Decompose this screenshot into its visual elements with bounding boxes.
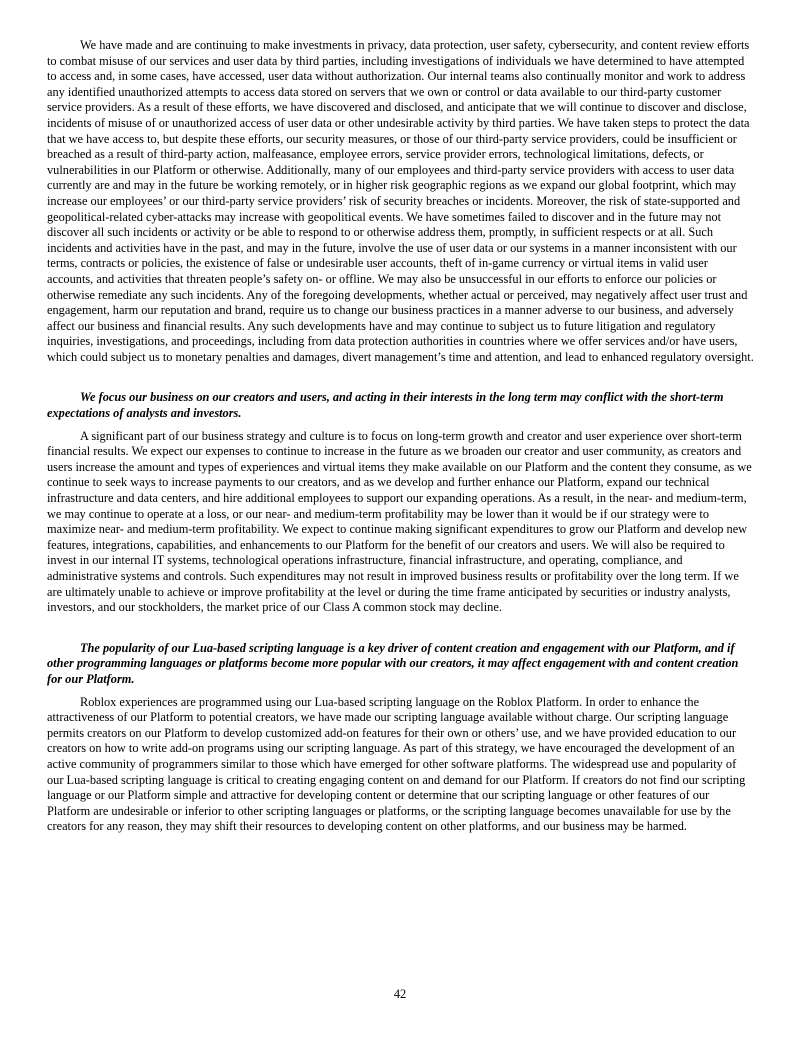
document-body <box>47 38 754 835</box>
section-spacer <box>47 616 754 641</box>
section-spacer <box>47 365 754 390</box>
heading-spacer <box>47 688 754 695</box>
risk-heading-long-term-focus: We focus our business on our creators and users, and acting in their interests in the long term may conflict with the short-term expectations of analysts and investors. <box>47 390 724 421</box>
paragraph-lua-scripting: Roblox experiences are programmed using our Lua-based scripting language on the Roblox Platform. In order to enhance the attractiveness of our Platform to potential creators, we have made our scripting language available without charge. Our scripting language permits creators on our Platform to develop customized add-on features for their own or others’ use, and we have provided education to our creators on how to write add-on programs using our scripting language. As part of this strategy, we have encouraged the development of an active community of programmers similar to those which have emerged for other software platforms. The widespread use and popularity of our Lua-based scripting language is critical to creating engaging content on and demand for our Platform. If creators do not find our scripting language or our Platform simple and attractive for developing content or determine that our scripting language or other features of our Platform are undesirable or inferior to other scripting languages or platforms, or the scripting language becomes unavailable for use by the creators for any reason, they may shift their resources to developing content on other platforms, and our business may be harmed. <box>47 694 746 834</box>
heading-spacer <box>47 422 754 429</box>
page-number: 42 <box>393 987 407 1001</box>
paragraph-long-term-focus: A significant part of our business strategy and culture is to focus on long-term growth and creator and user experience over short-term financial results. We expect our expenses to continue to increase in the future as we broaden our creator and user community, as creators and users increase the amount and types of experiences and virtual items they make available on our Platform and the content they consume, as we continue to seek ways to increase payments to our creators, and as we develop and further enhance our Platform, expand our technical infrastructure and data centers, and hire additional employees to support our expanding operations. As a result, in the near- and medium-term, we may continue to operate at a loss, or our near- and medium-term profitability may be lower than it would be if our strategy were to maximize near- and medium-term profitability. We expect to continue making significant expenditures to grow our Platform and develop new features, integrations, capabilities, and enhancements to our Platform for the benefit of our creators and users. We will also be required to invest in our internal IT systems, technological operations infrastructure, financial infrastructure, and operating, compliance, and administrative systems and controls. Such expenditures may not result in improved business results or profitability over the long term. If we are ultimately unable to achieve or improve profitability at the level or during the time frame anticipated by securities or industry analysts, investors, and our stockholders, the market price of our Class A common stock may decline. <box>47 428 752 615</box>
risk-heading-lua-scripting: The popularity of our Lua-based scripting language is a key driver of content creation and engagement with our Platform, and if other programming languages or platforms become more popular with our creators, it may affect engagement with and content creation for our Platform. <box>47 640 739 686</box>
paragraph-security-investments: We have made and are continuing to make investments in privacy, data protection, user safety, cybersecurity, and content review efforts to combat misuse of our services and user data by third parties, including investigations of individuals we have determined to have attempted to access and, in some cases, have accessed, user data without authorization. Our internal teams also continually monitor and work to address any identified unauthorized attempts to access data stored on servers that we own or control or data available to our third-party customer service providers. As a result of these efforts, we have discovered and disclosed, and anticipate that we will continue to discover and disclose, incidents of misuse of or unauthorized access of user data or other undesirable activity by third parties. We have taken steps to protect the data that we have access to, but despite these efforts, our security measures, or those of our third-party service providers, could be insufficient or breached as a result of third-party action, malfeasance, employee errors, service provider errors, technological limitations, defects, or vulnerabilities in our Platform or otherwise. Additionally, many of our employees and third-party service providers with access to user data currently are and may in the future be working remotely, or in higher risk geographic regions as we expand our global footprint, which may increase our employees’ or our third-party service providers’ risk of security breaches or incidents. Moreover, the risk of state-supported and geopolitical-related cyber-attacks may increase with geopolitical events. We have sometimes failed to discover and in the future may not discover all such incidents or activity or be able to respond to or otherwise address them, promptly, in sufficient respects or at all. Such incidents and activities have in the past, and may in the future, involve the use of user data or our systems in a manner inconsistent with our terms, contracts or policies, the existence of false or undesirable user accounts, theft of in-game currency or virtual items in valid user accounts, and activities that threaten people’s safety on- or offline. We may also be unsuccessful in our efforts to enforce our policies or otherwise remediate any such incidents. Any of the foregoing developments, whether actual or perceived, may negatively affect user trust and engagement, harm our reputation and brand, require us to change our business practices in a manner adverse to our business, and adversely affect our business and financial results. Any such developments have and may continue to subject us to future litigation and regulatory inquiries, investigations, and proceedings, including from data protection authorities in countries where we offer services and/or have users, which could subject us to monetary penalties and damages, divert management’s time and attention, and lead to enhanced regulatory oversight. <box>47 38 754 364</box>
